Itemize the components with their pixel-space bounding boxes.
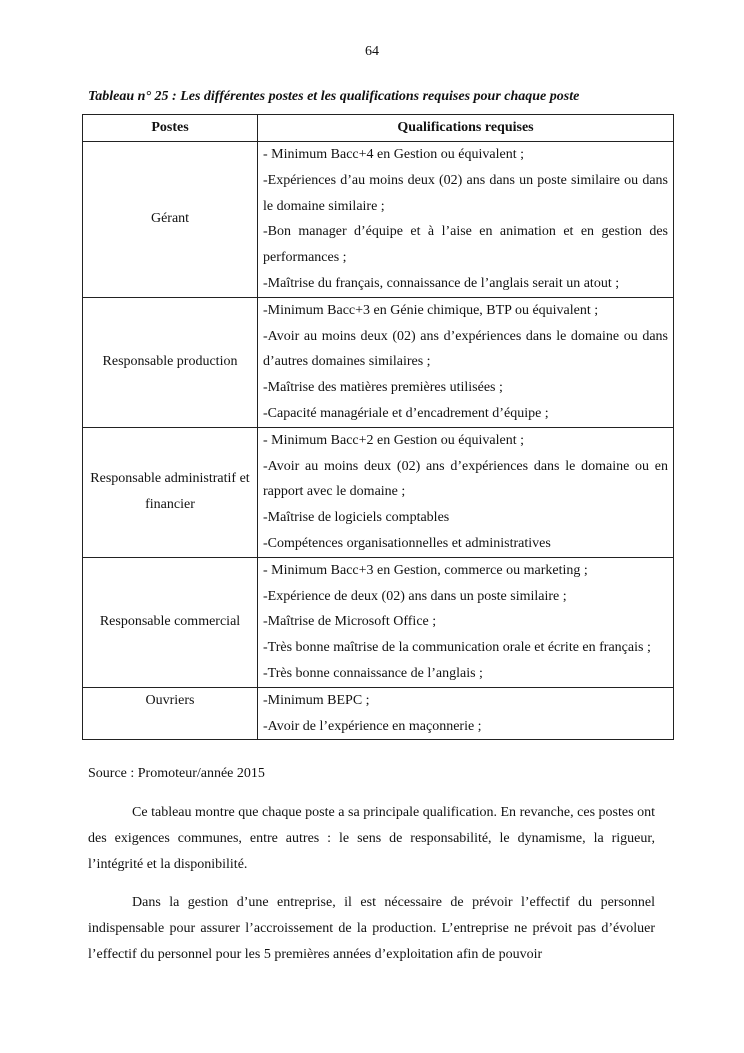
qualification-item: -Maîtrise des matières premières utilisées ; <box>263 380 503 396</box>
post-cell: Ouvriers <box>83 687 258 740</box>
qualification-item: -Minimum Bacc+3 en Génie chimique, BTP ou équivalent ; <box>263 302 599 318</box>
qualification-item: - Minimum Bacc+4 en Gestion ou équivalent ; <box>263 147 525 162</box>
qualification-item: -Avoir au moins deux (02) ans d’expériences dans le domaine ou en rapport avec le domaine ; <box>263 458 668 500</box>
qualification-item: -Maîtrise du français, connaissance de l’anglais serait un atout ; <box>263 275 620 291</box>
qualifications-cell <box>258 557 674 687</box>
qualification-item: -Maîtrise de Microsoft Office ; <box>263 614 437 630</box>
qualification-item: -Très bonne maîtrise de la communication orale et écrite en français ; <box>263 640 651 656</box>
qualifications-cell <box>258 427 674 557</box>
qualification-item: -Très bonne connaissance de l’anglais ; <box>263 665 483 681</box>
table-source: Source : Promoteur/année 2015 <box>88 766 265 781</box>
qualifications-cell <box>258 142 674 298</box>
table-caption: Tableau n° 25 : Les différentes postes et les qualifications requises pour chaque poste <box>88 89 580 104</box>
qualification-item: -Avoir de l’expérience en maçonnerie ; <box>263 718 482 734</box>
qualification-item: - Minimum Bacc+2 en Gestion ou équivalent ; <box>263 432 525 448</box>
post-cell: Responsable production <box>83 297 258 427</box>
qualification-item: -Expérience de deux (02) ans dans un poste similaire ; <box>263 588 567 604</box>
qualification-item: -Capacité managériale et d’encadrement d’équipe ; <box>263 405 549 421</box>
qualification-item: -Bon manager d’équipe et à l’aise en animation et en gestion des performances ; <box>263 224 668 266</box>
qualification-item: -Compétences organisationnelles et administratives <box>263 535 551 551</box>
qualification-item: -Maîtrise de logiciels comptables <box>263 510 450 526</box>
post-cell: Gérant <box>83 142 258 298</box>
qualification-item: -Avoir au moins deux (02) ans d’expériences dans le domaine ou dans d’autres domaines similaires ; <box>263 328 668 370</box>
table-row <box>83 297 674 427</box>
header-postes: Postes <box>83 115 258 142</box>
qualifications-cell <box>258 297 674 427</box>
post-cell: Responsable administratif et financier <box>83 427 258 557</box>
page-number: 64 <box>365 44 379 59</box>
qualification-item: - Minimum Bacc+3 en Gestion, commerce ou marketing ; <box>263 562 588 578</box>
qualifications-cell <box>258 687 674 740</box>
table-row <box>83 557 674 687</box>
table-row <box>83 142 674 298</box>
header-qualifications: Qualifications requises <box>258 115 674 142</box>
body-paragraph: Ce tableau montre que chaque poste a sa principale qualification. En revanche, ces postes ont des exigences communes, entre autres : le sens de responsabilité, le dynamisme, la rigueur, l’intégrité et la disponibilité. <box>88 805 655 872</box>
table-row <box>83 687 674 740</box>
table-header-row <box>83 115 674 142</box>
post-cell: Responsable commercial <box>83 557 258 687</box>
body-paragraph: Dans la gestion d’une entreprise, il est nécessaire de prévoir l’effectif du personnel indispensable pour assurer l’accroissement de la production. L’entreprise ne prévoit pas d’évoluer l’effectif du personnel pour les 5 premières années d’exploitation afin de pouvoir <box>88 895 655 962</box>
qualifications-table <box>82 114 674 740</box>
table-row <box>83 427 674 557</box>
qualification-item: -Expériences d’au moins deux (02) ans dans un poste similaire ou dans le domaine similaire ; <box>263 172 668 214</box>
qualification-item: -Minimum BEPC ; <box>263 692 370 708</box>
